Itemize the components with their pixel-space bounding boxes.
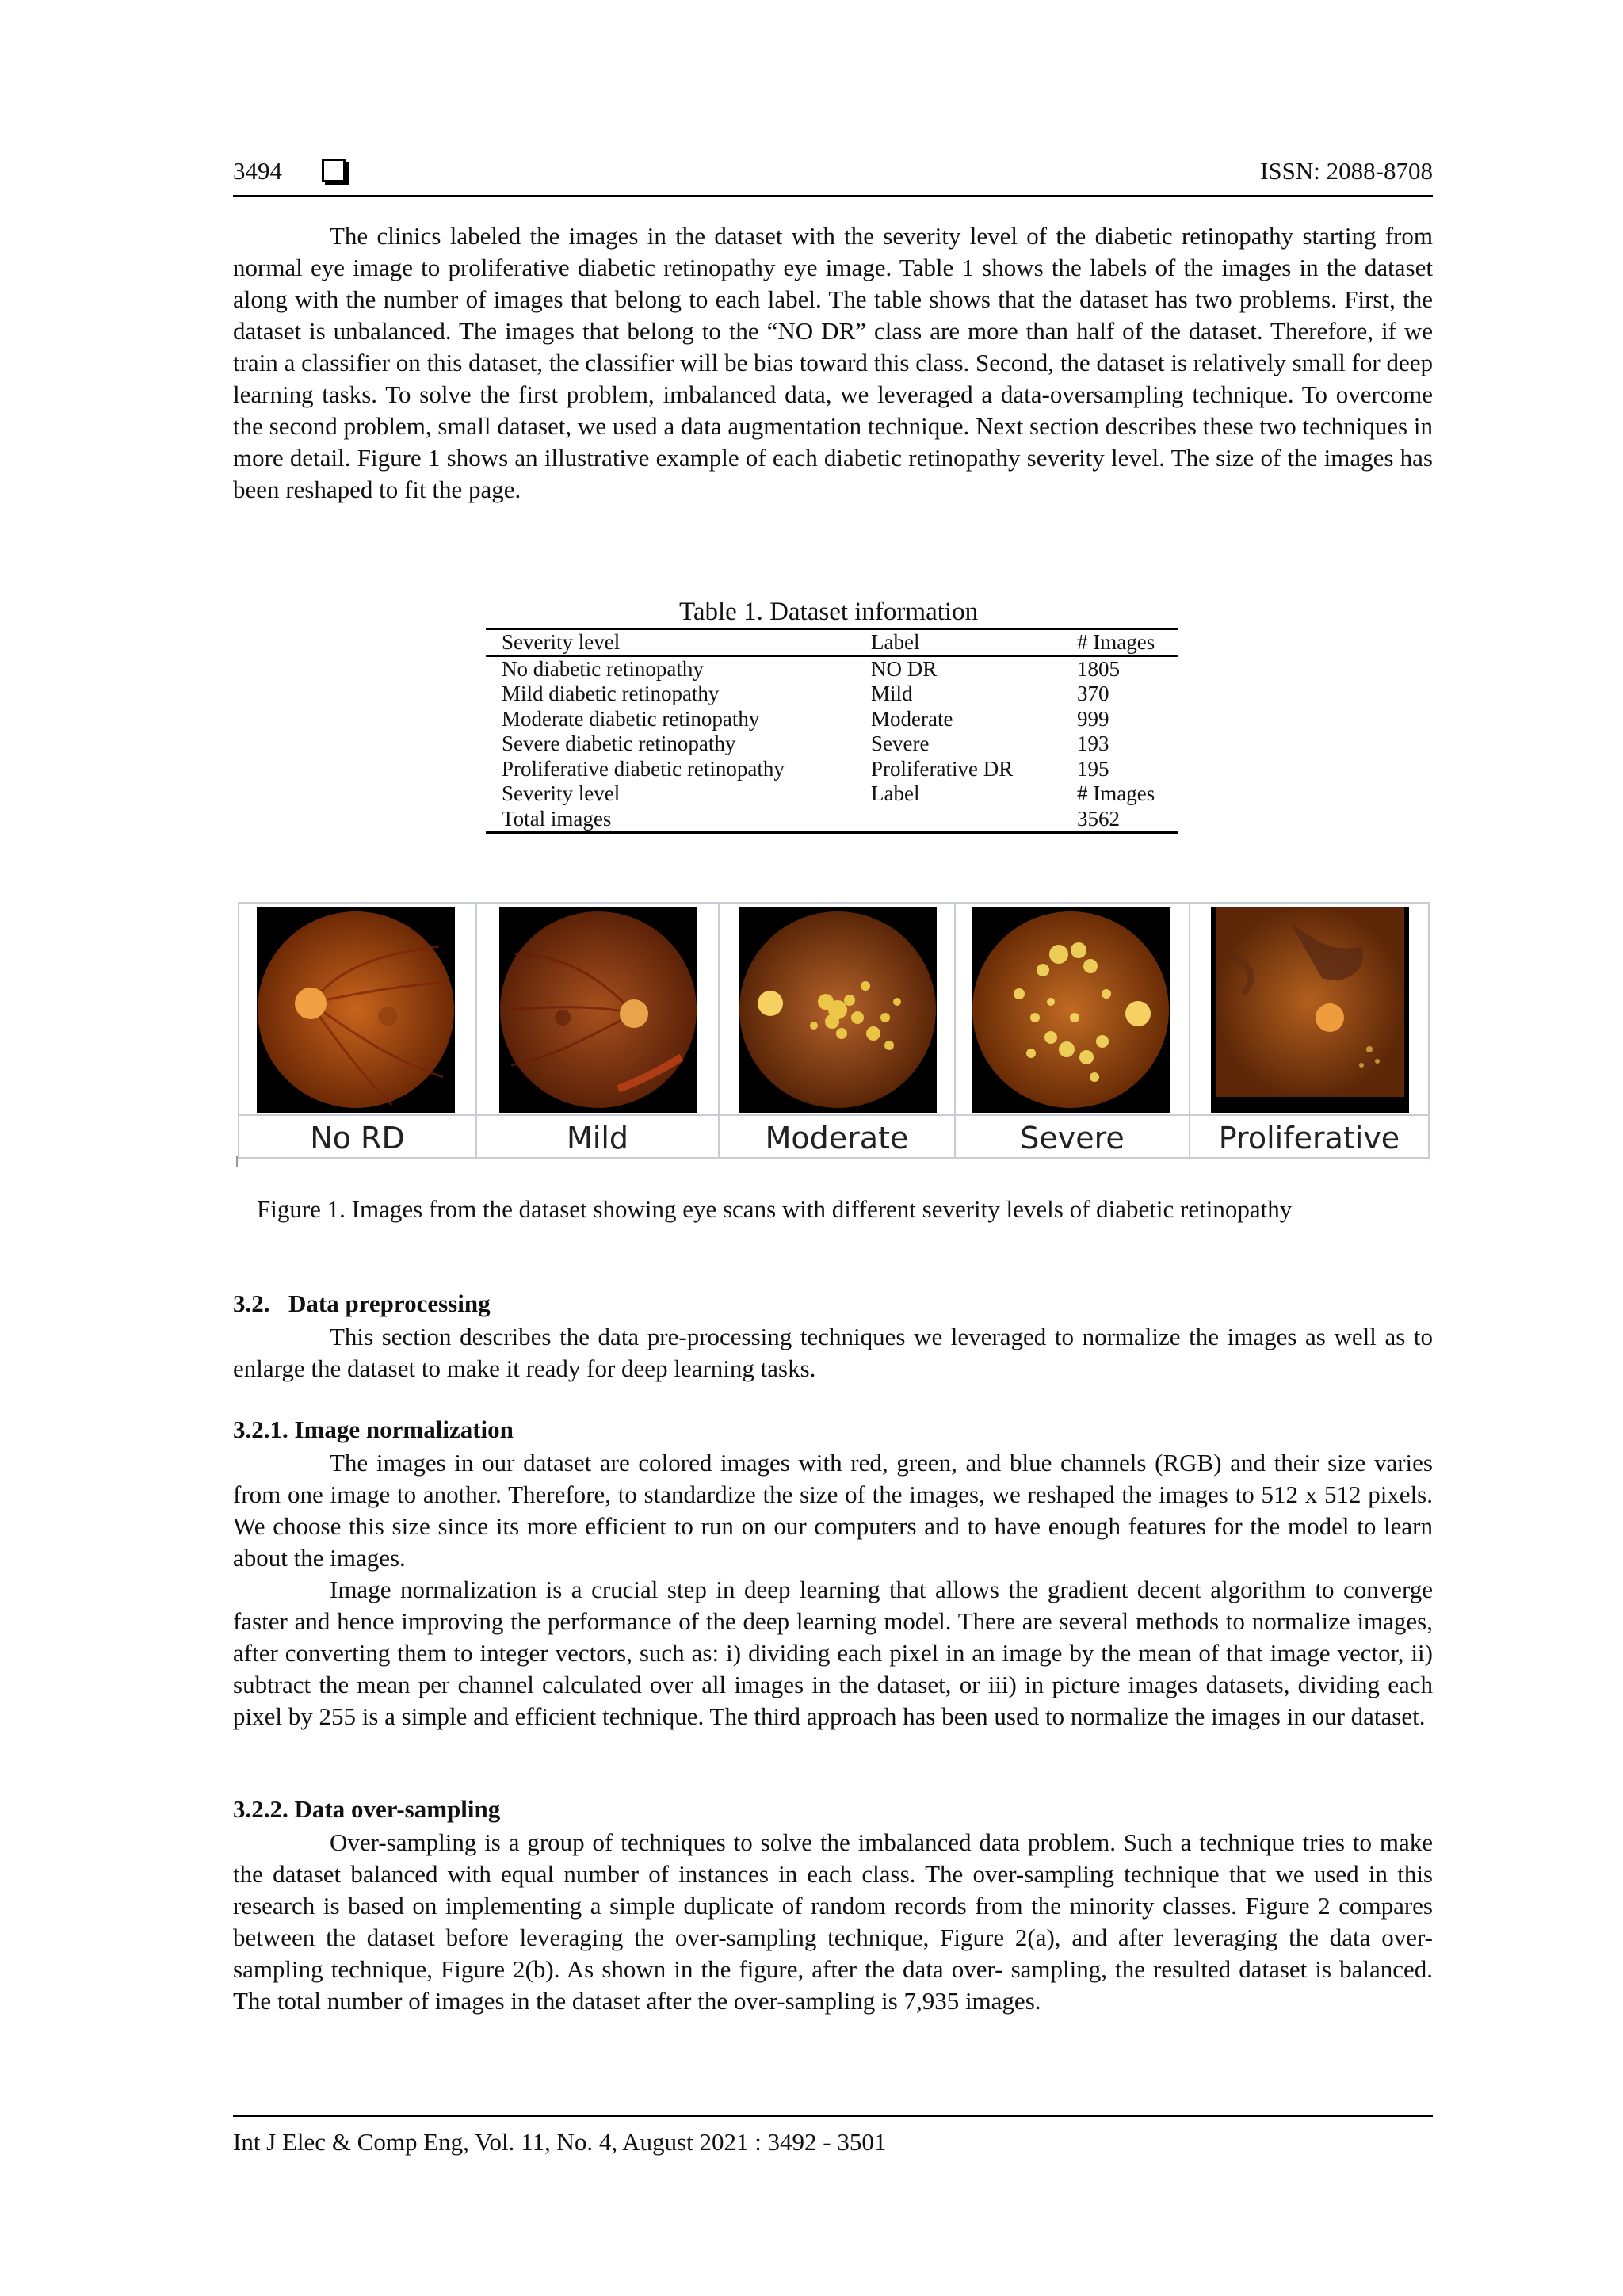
table-cell: # Images: [1077, 781, 1155, 805]
retina-image: [739, 907, 937, 1113]
table-caption: Table 1. Dataset information: [679, 598, 979, 626]
table-header-row: [486, 629, 1178, 656]
preprocessing-paragraph: This section describes the data pre-processing techniques we leveraged to normalize the images as well as to enlarge the dataset to make it ready for deep learning tasks.: [233, 1323, 1433, 1382]
table-cell: Severity level: [502, 781, 621, 805]
journal-info: Int J Elec & Comp Eng, Vol. 11, No. 4, August 2021 : 3492 - 3501: [233, 2128, 887, 2156]
figure-edge-mark: [236, 1156, 238, 1167]
table-cell: Total images: [486, 807, 855, 833]
table-cell: No diabetic retinopathy: [502, 656, 704, 681]
page-header: [233, 151, 1433, 197]
figure-panel-moderate: [720, 904, 956, 1157]
normalization-paragraph-1: The images in our dataset are colored images with red, green, and blue channels (RGB) and their size varies from one image to another. Therefore, to standardize the size of the images, we reshaped the images to 512 x 512 pixels. We choose this size since its more efficient to run on our computers and to have enough features for the model to learn about the images.: [233, 1449, 1433, 1572]
section-heading-3-2-2: 3.2.2. Data over-sampling: [233, 1795, 501, 1823]
table-cell: 193: [1077, 732, 1109, 755]
retina-image: [257, 907, 455, 1113]
table-cell: Severe diabetic retinopathy: [502, 732, 736, 755]
table-cell: Moderate diabetic retinopathy: [502, 706, 760, 731]
table-cell: 3562: [1061, 807, 1178, 833]
figure-strip: [238, 902, 1430, 1159]
table-cell: Proliferative diabetic retinopathy: [502, 756, 785, 781]
table-row: [486, 732, 1178, 757]
table-cell: 195: [1077, 756, 1109, 781]
table-cell: Moderate: [871, 706, 953, 731]
table-cell: Mild: [871, 682, 913, 705]
optic-disc: [295, 988, 327, 1019]
table-cell: Mild diabetic retinopathy: [502, 682, 720, 705]
figure-panel-proliferative: [1190, 904, 1428, 1157]
optic-disc: [1316, 1003, 1344, 1032]
section-heading-3-2: [233, 1289, 491, 1318]
table-cell: 370: [1077, 682, 1109, 705]
figure-caption: Figure 1. Images from the dataset showing eye scans with different severity levels of diabetic retinopathy: [257, 1195, 1293, 1223]
figure-panel-no-rd: [239, 904, 477, 1157]
table-cell: 999: [1077, 706, 1109, 731]
optic-disc: [1125, 1001, 1151, 1026]
table-cell: [855, 807, 1061, 833]
table-row: [486, 757, 1178, 782]
retina-image: [972, 907, 1170, 1113]
normalization-paragraph-2: Image normalization is a crucial step in deep learning that allows the gradient decent algorithm to converge faster and hence improving the performance of the deep learning model. There are several methods to normalize images, after converting them to integer vectors, such as: i) dividing each pixel in an image by the mean of that image vector, ii) subtract the mean per channel calculated over all images in the dataset, or iii) in picture images datasets, dividing each pixel by 255 is a simple and efficient technique. The third approach has been used to normalize the images in our dataset.: [233, 1576, 1433, 1730]
panel-label: Moderate: [765, 1121, 909, 1156]
oversampling-paragraph: Over-sampling is a group of techniques to solve the imbalanced data problem. Such a technique tries to make the dataset balanced with equal number of instances in each class. The over-sampling technique that we used in this research is based on implementing a simple duplicate of random records from the minority classes. Figure 2 compares between the dataset before leveraging the over-sampling technique, Figure 2(a), and after leveraging the data over-sampling technique, Figure 2(b). As shown in the figure, after the data over- sampling, the resulted dataset is balanced. The total number of images in the dataset after the over-sampling is 7,935 images.: [233, 1828, 1433, 2015]
table-header-cell: Severity level: [486, 629, 855, 656]
section-number: 3.2.: [233, 1289, 270, 1317]
table-cell: Label: [871, 781, 920, 805]
table-row: [486, 682, 1178, 707]
checkbox-glyph-icon: [322, 159, 346, 182]
figure-panel-mild: [477, 904, 720, 1157]
table-row: [486, 781, 1178, 807]
panel-label: Mild: [566, 1121, 629, 1156]
section-title: Data preprocessing: [288, 1289, 491, 1317]
figure-panel-severe: [956, 904, 1190, 1157]
table-cell: Proliferative DR: [871, 756, 1014, 781]
table-cell: Severe: [871, 732, 930, 755]
optic-disc: [758, 991, 783, 1016]
table-header-cell: # Images: [1061, 629, 1178, 656]
table-cell: 1805: [1077, 656, 1120, 681]
page-footer: [233, 2115, 1433, 2156]
dataset-table: [486, 628, 1178, 834]
table-cell: NO DR: [871, 656, 938, 681]
table-row: [486, 707, 1178, 732]
intro-paragraph: The clinics labeled the images in the dataset with the severity level of the diabetic retinopathy starting from normal eye image to proliferative diabetic retinopathy eye image. Table 1 shows the labels of the images in the dataset along with the number of images that belong to each label. The table shows that the dataset has two problems. First, the dataset is unbalanced. The images that belong to the “NO DR” class are more than half of the dataset. Therefore, if we train a classifier on this dataset, the classifier will be bias toward this class. Second, the dataset is relatively small for deep learning tasks. To solve the first problem, imbalanced data, we leveraged a data-oversampling technique. To overcome the second problem, small dataset, we used a data augmentation technique. Next section describes these two techniques in more detail. Figure 1 shows an illustrative example of each diabetic retinopathy severity level. The size of the images has been reshaped to fit the page.: [233, 222, 1433, 503]
retina-image: [1211, 907, 1409, 1113]
panel-label: Proliferative: [1218, 1121, 1400, 1156]
page-number: 3494: [233, 157, 282, 185]
panel-label: Severe: [1020, 1121, 1125, 1156]
section-heading-3-2-1: 3.2.1. Image normalization: [233, 1415, 514, 1443]
issn: ISSN: 2088-8708: [1260, 157, 1433, 185]
panel-label: No RD: [310, 1121, 405, 1156]
table-header-cell: Label: [855, 629, 1061, 656]
optic-disc: [620, 999, 648, 1028]
table-row-total: [486, 807, 1178, 833]
retina-image: [499, 907, 697, 1113]
table-row: [486, 656, 1178, 682]
